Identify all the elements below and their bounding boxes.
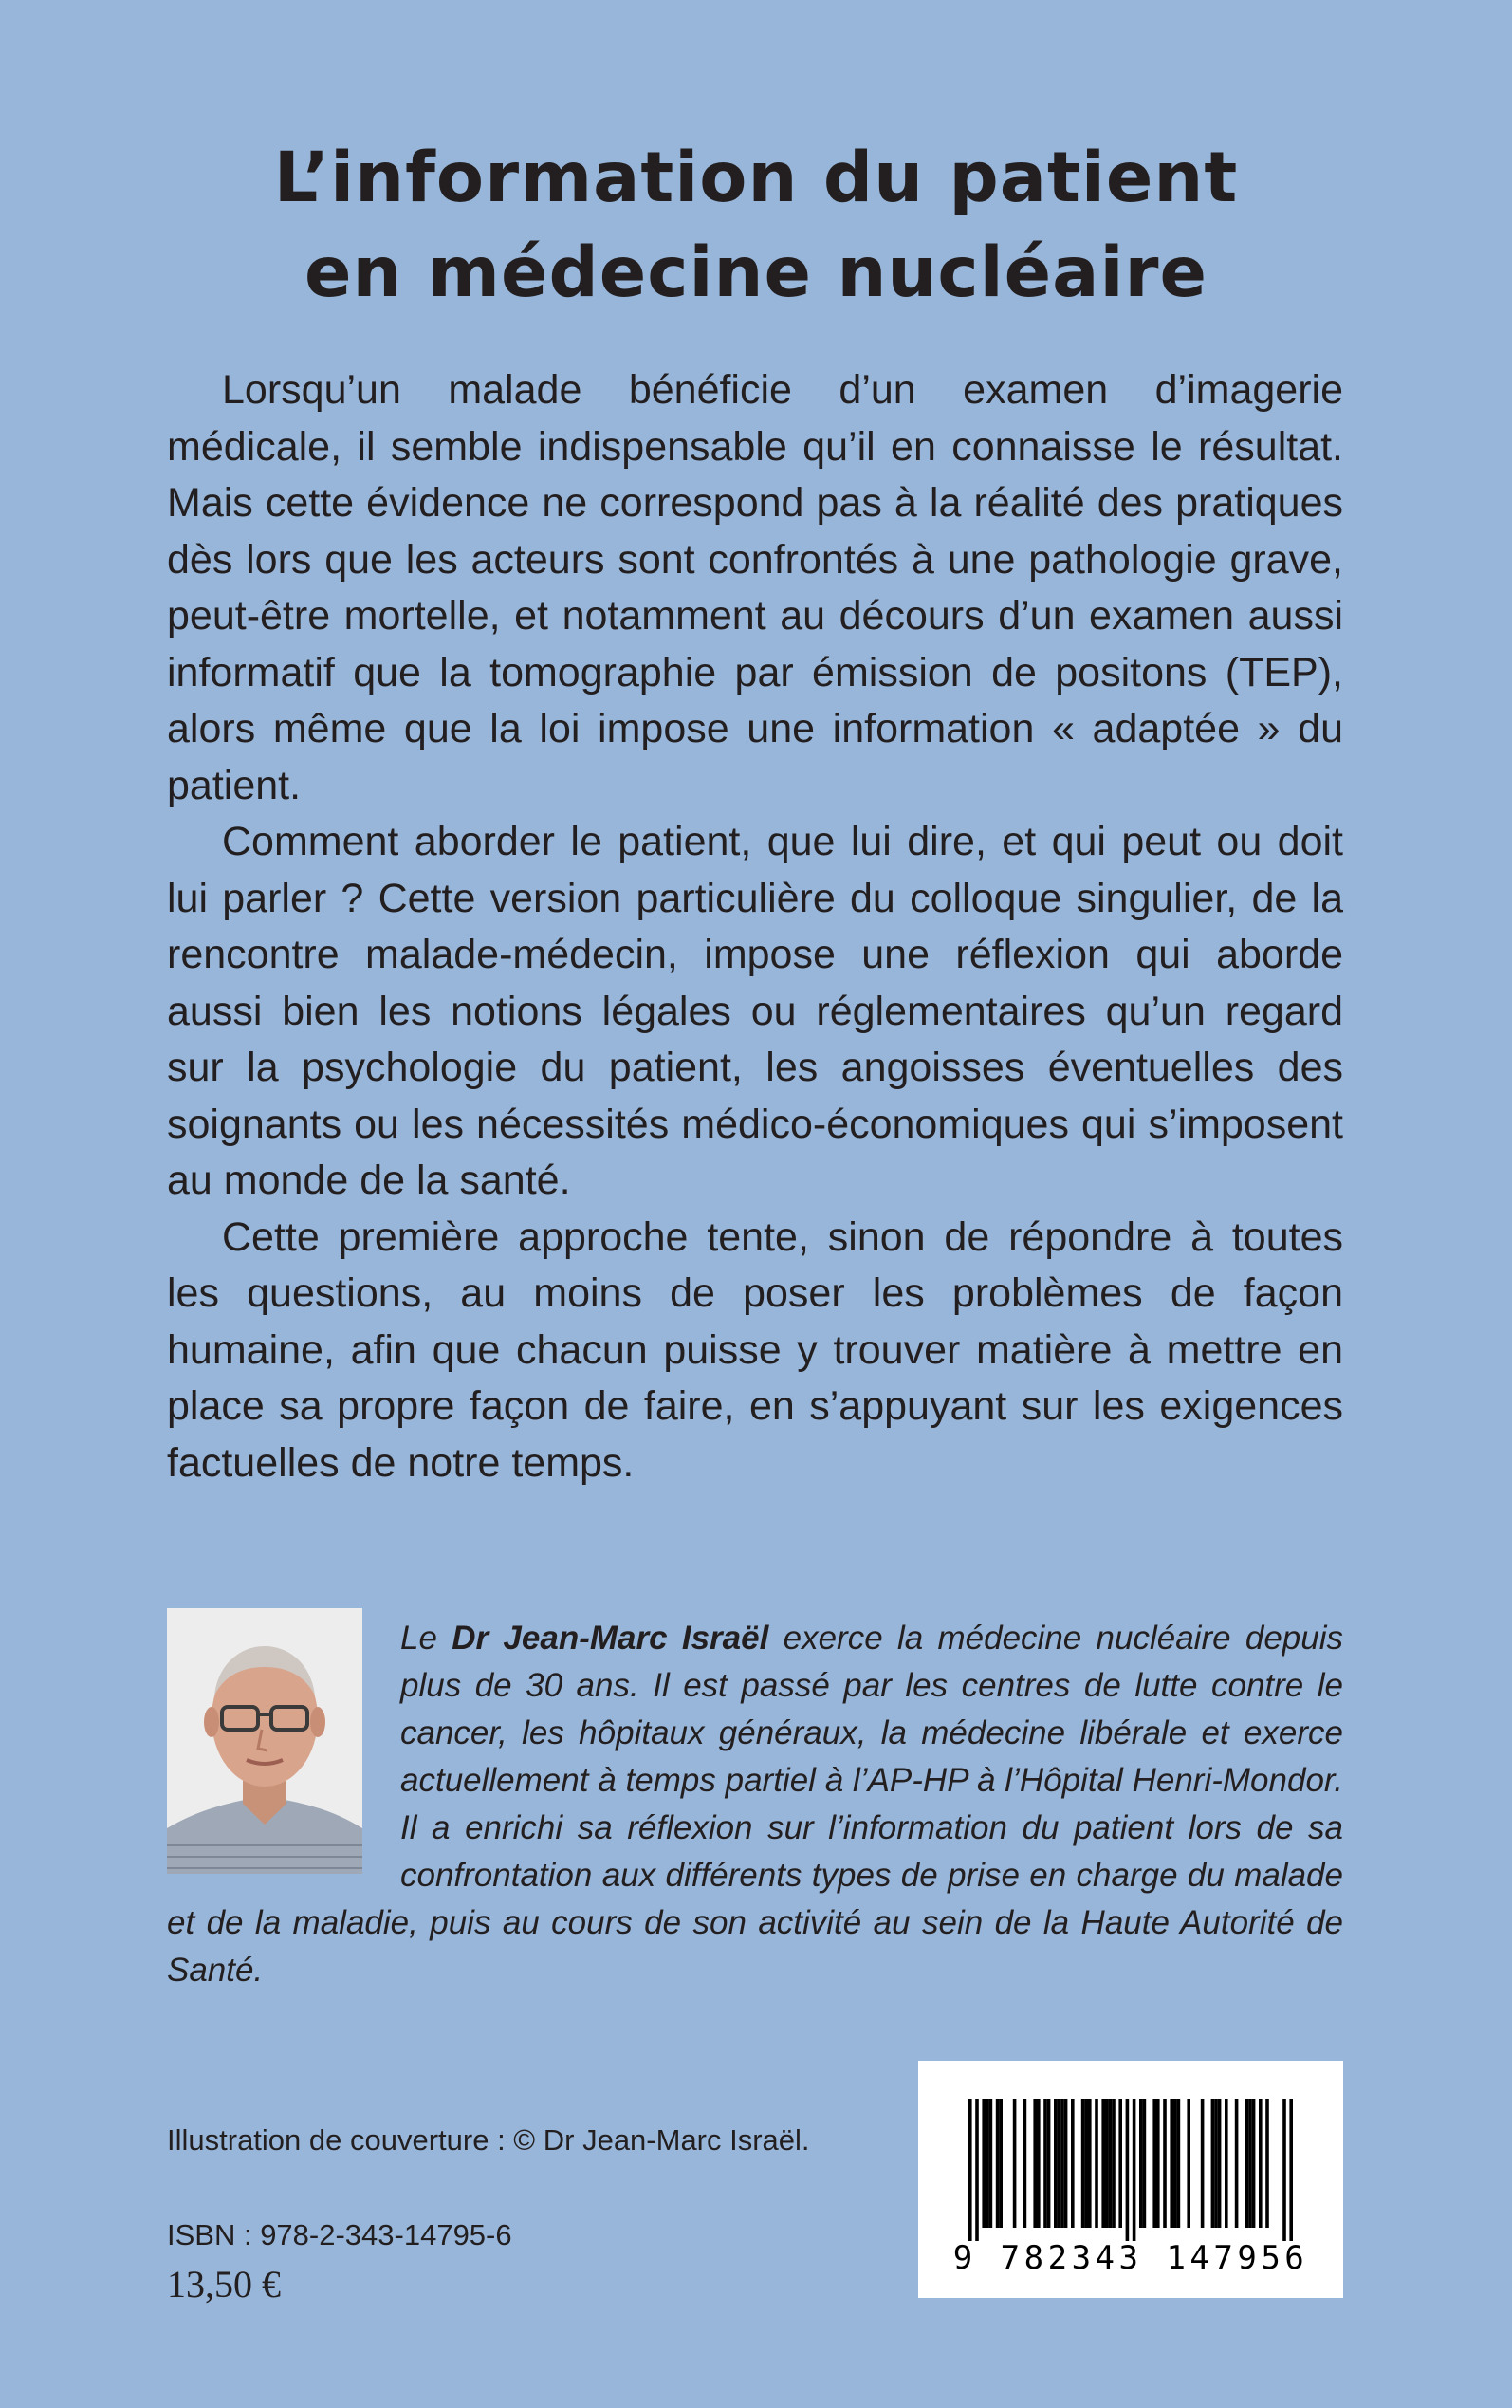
barcode-bar (1139, 2099, 1143, 2228)
bio-prefix: Le (400, 1620, 452, 1657)
barcode-bar (1064, 2099, 1068, 2228)
blurb-paragraph-3: Cette première approche tente, sinon de répondre à toutes les questions, au moins de poser les problèmes de façon humaine, afin que chacun puisse y trouver matière à mettre en place sa propre façon de faire, en s’appuyant sur les exigences factuelles de notre temps. (167, 1213, 1343, 1486)
barcode-bar (1095, 2099, 1098, 2228)
book-title-line-1: L’information du patient (273, 138, 1239, 218)
barcode-bar (1265, 2099, 1269, 2228)
barcode-bar (1245, 2099, 1249, 2228)
barcode-bar (1118, 2099, 1122, 2228)
barcode-bar (1133, 2099, 1136, 2241)
barcode-bar (1170, 2099, 1173, 2228)
barcode-bar (1047, 2099, 1051, 2228)
blurb-paragraph-1: Lorsqu’un malade bénéficie d’un examen d’imagerie médicale, il semble indispensable qu’il en connaisse le résultat. Mais cette évidence ne correspond pas à la réalité des pratiques dès lors que les acteurs sont confrontés à une pathologie grave, peut-être mortelle, et notamment au décours d’un examen aussi informatif que la tomographie par émission de positons (TEP), alors même que la loi impose une information « adaptée » du patient. (167, 367, 1343, 808)
barcode-bar (1043, 2099, 1047, 2228)
book-title (0, 131, 1512, 321)
barcode-bar (1143, 2099, 1147, 2228)
bio-text: exerce la médecine nucléaire depuis plus de 30 ans. Il est passé par les centres de lutte contre le cancer, les hôpitaux généraux, la médecine libérale et exerce actuellement à temps partiel à l’AP-HP à l’Hôpital Henri-Mondor. Il a enrichi sa réflexion sur l’information du patient lors de sa confrontation aux différents types de prise en charge du malade et de la maladie, puis au cours de son activité au sein de la Haute Autorité de Santé. (167, 1620, 1344, 1989)
barcode-bar (1225, 2099, 1228, 2228)
barcode-bar (1152, 2099, 1156, 2228)
barcode-bar (1037, 2099, 1041, 2228)
blurb-paragraph-2: Comment aborder le patient, que lui dire, et qui peut ou doit lui parler ? Cette version particulière du colloque singulier, de la rencontre malade-médecin, impose une réflexion qui aborde aussi bien les notions légales ou réglementaires qu’un regard sur la psychologie du patient, les angoisses éventuelles des soignants ou les nécessités médico-économiques qui s’imposent au monde de la santé. (167, 819, 1343, 1203)
barcode-bar (1248, 2099, 1252, 2228)
barcode-bar (982, 2099, 986, 2228)
barcode-bars (932, 2099, 1329, 2241)
photo-spacer (167, 1615, 400, 1892)
barcode-bar (1109, 2099, 1113, 2228)
barcode-bar (1187, 2099, 1190, 2228)
cover-illustration-credit: Illustration de couverture : © Dr Jean-Marc Israël. (167, 2123, 810, 2157)
barcode (918, 2061, 1343, 2298)
barcode-bar (1173, 2099, 1177, 2228)
back-cover-blurb (167, 362, 1343, 1491)
barcode-bar (1112, 2099, 1116, 2228)
isbn-number: ISBN : 978-2-343-14795-6 (167, 2218, 512, 2251)
barcode-bar (1235, 2099, 1239, 2228)
barcode-bar (1163, 2099, 1167, 2228)
barcode-bar (1088, 2099, 1092, 2228)
barcode-number: 9 782343 147956 (952, 2239, 1309, 2277)
barcode-bar (1126, 2099, 1130, 2241)
barcode-bar (1054, 2099, 1058, 2228)
barcode-bar (1084, 2099, 1088, 2228)
author-bio (167, 1615, 1343, 1994)
barcode-bar (989, 2099, 993, 2228)
author-name: Dr Jean-Marc Israël (452, 1620, 769, 1657)
barcode-bar (1023, 2099, 1027, 2228)
barcode-bar (1214, 2099, 1218, 2228)
barcode-bar (1033, 2099, 1037, 2228)
barcode-bar (1105, 2099, 1109, 2228)
barcode-bar (1058, 2099, 1061, 2228)
barcode-bar (1071, 2099, 1075, 2228)
barcode-bar (1060, 2099, 1064, 2228)
barcode-bar (996, 2099, 1000, 2228)
barcode-bar (1101, 2099, 1105, 2228)
barcode-bar (1156, 2099, 1160, 2228)
barcode-bar (975, 2099, 979, 2241)
book-title-line-2: en médecine nucléaire (304, 232, 1208, 313)
barcode-bar (1282, 2099, 1286, 2241)
barcode-bar (999, 2099, 1003, 2228)
barcode-bar (1177, 2099, 1181, 2228)
barcode-bar (1211, 2099, 1215, 2228)
barcode-bar (1013, 2099, 1017, 2228)
price: 13,50 € (167, 2263, 281, 2306)
barcode-bar (1201, 2099, 1205, 2228)
barcode-bar (1259, 2099, 1263, 2228)
barcode-bar (1081, 2099, 1085, 2228)
barcode-bar (986, 2099, 989, 2228)
barcode-bar (1252, 2099, 1256, 2228)
barcode-bar (968, 2099, 972, 2241)
barcode-bar (1289, 2099, 1293, 2241)
barcode-bar (1218, 2099, 1222, 2228)
